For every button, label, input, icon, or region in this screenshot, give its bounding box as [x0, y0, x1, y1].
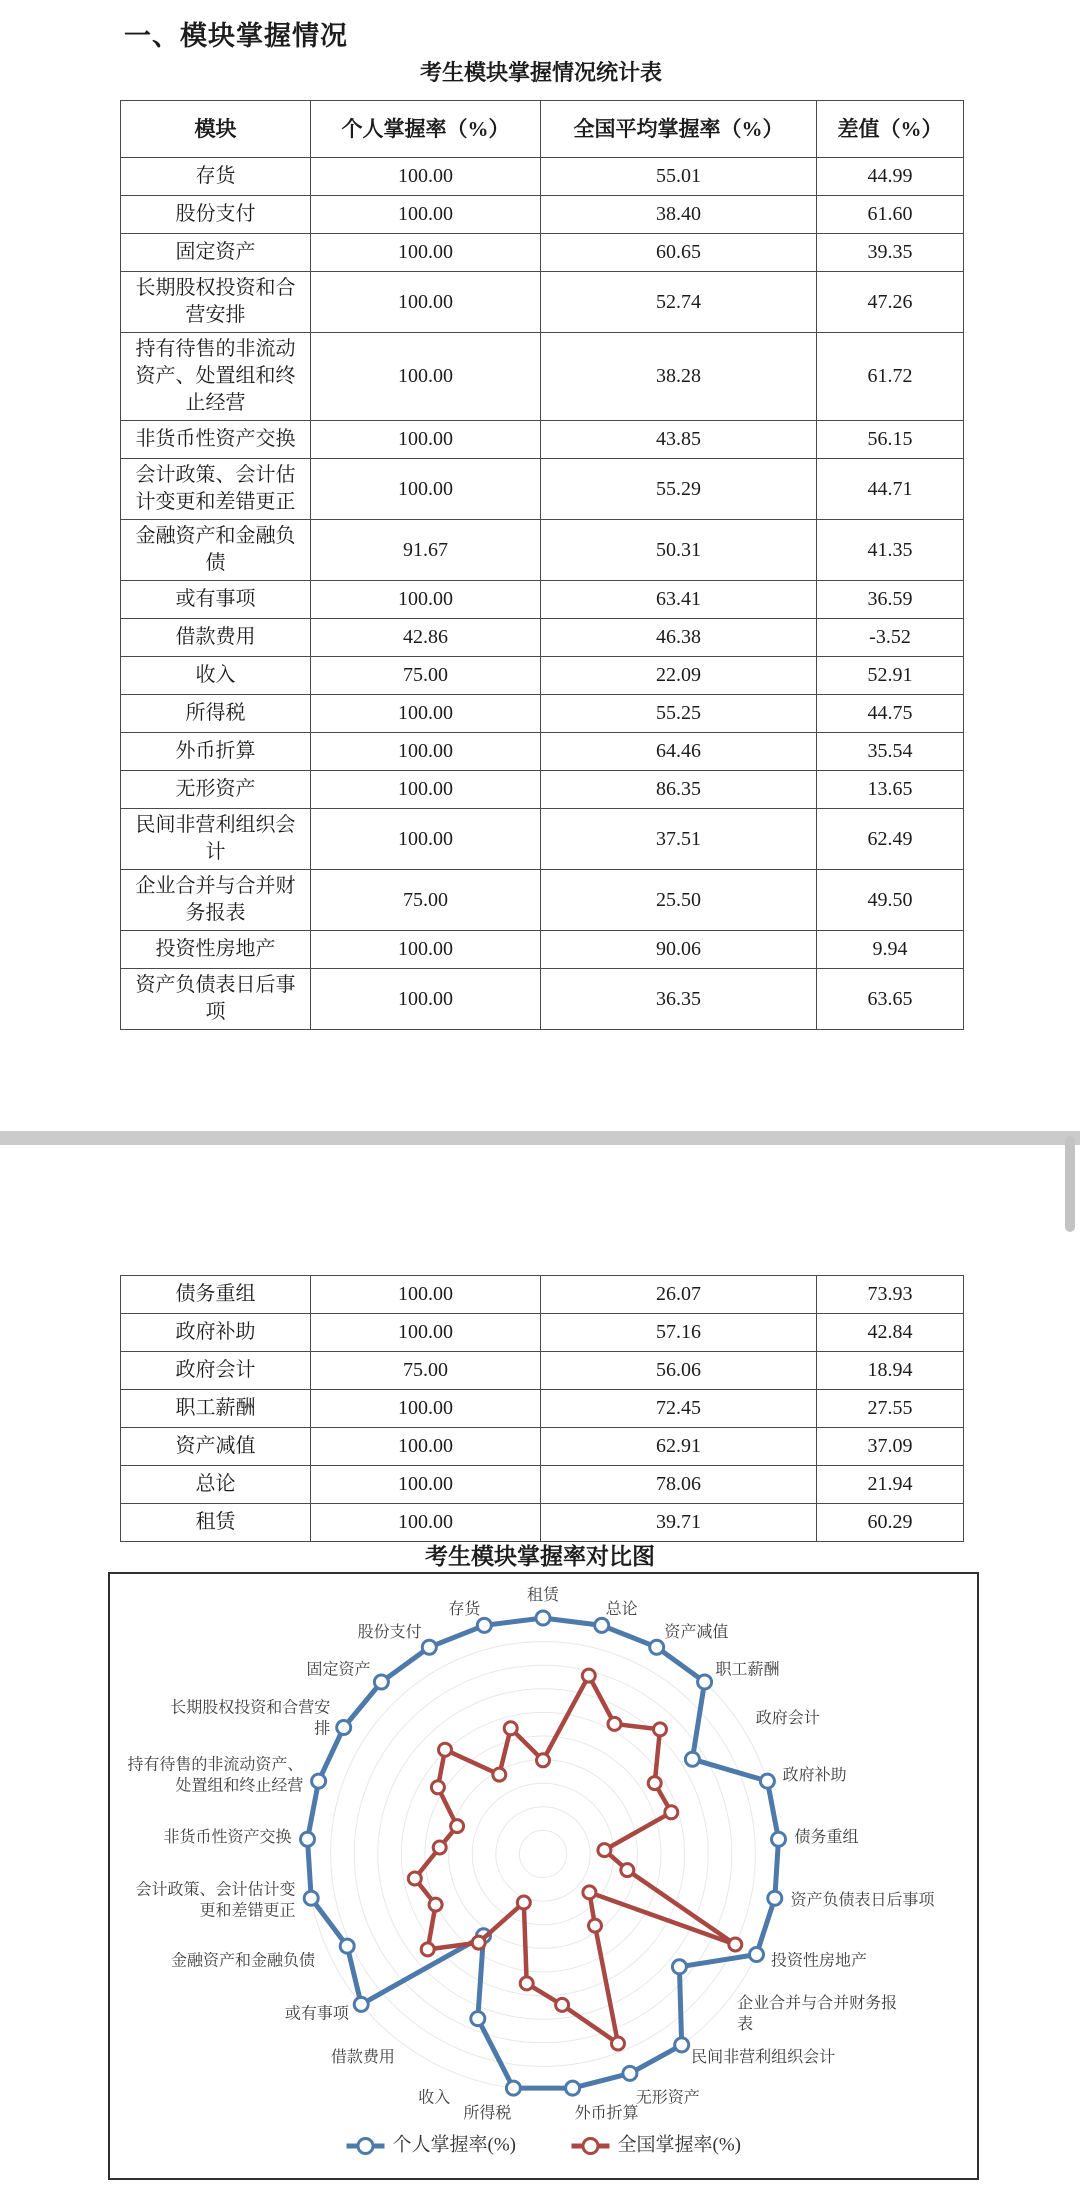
axis-label: 政府补助: [782, 1766, 847, 1784]
table-cell: 股份支付: [121, 196, 311, 234]
axis-label: 资产减值: [664, 1623, 729, 1641]
axis-label: 所得税: [463, 2104, 512, 2122]
table-cell: 100.00: [311, 1466, 541, 1504]
axis-label: 资产负债表日后事项: [790, 1891, 935, 1909]
table-cell: 36.35: [541, 969, 817, 1030]
table-cell: 21.94: [817, 1466, 964, 1504]
data-point: [598, 1844, 611, 1857]
axis-label: 债务重组: [794, 1828, 859, 1846]
table-cell: 资产减值: [121, 1428, 311, 1466]
table-cell: 60.65: [541, 234, 817, 272]
data-point: [304, 1891, 318, 1905]
table-cell: 61.72: [817, 333, 964, 421]
legend-label: 全国掌握率(%): [617, 2134, 741, 2156]
table-cell: 18.94: [817, 1352, 964, 1390]
table-cell: 63.41: [541, 581, 817, 619]
data-point: [433, 1841, 446, 1854]
table-row: [121, 733, 964, 771]
table-cell: 固定资产: [121, 234, 311, 272]
axis-label: 或有事项: [284, 2005, 349, 2023]
data-point: [556, 1998, 569, 2011]
axis-label: 租赁: [526, 1586, 560, 1604]
table-row: [121, 1390, 964, 1428]
table-cell: 38.28: [541, 333, 817, 421]
data-point: [589, 1919, 602, 1932]
chart-legend: [347, 2133, 741, 2155]
table-cell: 56.06: [541, 1352, 817, 1390]
table-cell: 资产负债表日后事项: [121, 969, 311, 1030]
data-point: [374, 1675, 388, 1689]
table-row: [121, 1314, 964, 1352]
table-cell: 42.86: [311, 619, 541, 657]
table-header-row: [121, 101, 964, 158]
table-cell: 75.00: [311, 1352, 541, 1390]
table-cell: 总论: [121, 1466, 311, 1504]
data-point: [408, 1872, 421, 1885]
chart-title: 考生模块掌握率对比图: [425, 1544, 655, 1569]
axis-label: 存货: [448, 1600, 481, 1618]
table-cell: 或有事项: [121, 581, 311, 619]
data-point: [612, 2037, 625, 2050]
data-point: [536, 1611, 550, 1625]
data-point: [471, 2012, 485, 2026]
table-cell: 52.91: [817, 657, 964, 695]
table-cell: 25.50: [541, 870, 817, 931]
table-cell: 9.94: [817, 931, 964, 969]
table-cell: 100.00: [311, 234, 541, 272]
scrollbar-thumb[interactable]: [1065, 1136, 1075, 1232]
table-cell: 租赁: [121, 1504, 311, 1542]
column-header: 全国平均掌握率（%）: [541, 101, 817, 158]
data-point: [623, 2066, 637, 2080]
data-point: [772, 1832, 786, 1846]
data-point: [583, 1886, 596, 1899]
table-cell: 100.00: [311, 733, 541, 771]
table-row: [121, 158, 964, 196]
table-row: [121, 619, 964, 657]
table-cell: 78.06: [541, 1466, 817, 1504]
axis-label: 投资性房地产: [771, 1951, 868, 1969]
table-cell: 44.71: [817, 459, 964, 520]
table-cell: 企业合并与合并财务报表: [121, 870, 311, 931]
page-break-divider: [0, 1131, 1080, 1145]
table-cell: 100.00: [311, 581, 541, 619]
table-row: [121, 196, 964, 234]
table-cell: 62.49: [817, 809, 964, 870]
table-cell: 49.50: [817, 870, 964, 931]
data-point: [665, 1806, 678, 1819]
data-point: [648, 1777, 661, 1790]
table-cell: 政府补助: [121, 1314, 311, 1352]
table-cell: 外币折算: [121, 733, 311, 771]
table-cell: 100.00: [311, 969, 541, 1030]
axis-label: 非货币性资产交换: [163, 1828, 292, 1846]
mastery-table-page2: [120, 1275, 964, 1542]
data-point: [650, 1640, 664, 1654]
table-cell: 100.00: [311, 1314, 541, 1352]
table-row: [121, 520, 964, 581]
data-point: [451, 1820, 464, 1833]
axis-label: 收入: [418, 2088, 451, 2106]
axis-label: 无形资产: [635, 2088, 700, 2106]
table-cell: 55.01: [541, 158, 817, 196]
data-point: [566, 2081, 580, 2095]
table-cell: 100.00: [311, 333, 541, 421]
legend-marker: [358, 2139, 373, 2154]
table-cell: 60.29: [817, 1504, 964, 1542]
radar-chart: [110, 1574, 977, 2178]
axis-label: 金融资产和金融负债: [170, 1951, 315, 1969]
data-point: [340, 1939, 354, 1953]
table-cell: 存货: [121, 158, 311, 196]
table-row: [121, 333, 964, 421]
table-cell: 50.31: [541, 520, 817, 581]
table-cell: 52.74: [541, 272, 817, 333]
table-row: [121, 1352, 964, 1390]
table-row: [121, 1504, 964, 1542]
legend-marker: [583, 2139, 598, 2154]
axis-label: 会计政策、会计估计变更和差错更正: [135, 1881, 296, 1920]
axis-label: 民间非营利组织会计: [691, 2048, 836, 2066]
data-point: [517, 1896, 530, 1909]
table-cell: 100.00: [311, 1504, 541, 1542]
legend-label: 个人掌握率(%): [392, 2134, 516, 2156]
table-cell: 37.51: [541, 809, 817, 870]
data-point: [477, 1618, 491, 1632]
data-point: [439, 1743, 452, 1756]
table-cell: 46.38: [541, 619, 817, 657]
table-cell: 47.26: [817, 272, 964, 333]
table-cell: 56.15: [817, 421, 964, 459]
table-cell: 100.00: [311, 695, 541, 733]
table-row: [121, 931, 964, 969]
radar-axis-labels: [127, 1586, 935, 2122]
data-point: [685, 1752, 699, 1766]
table-row: [121, 695, 964, 733]
table-cell: 22.09: [541, 657, 817, 695]
axis-label: 总论: [605, 1600, 638, 1618]
data-point: [504, 1722, 517, 1735]
table-row: [121, 809, 964, 870]
table-cell: 86.35: [541, 771, 817, 809]
table-row: [121, 459, 964, 520]
table-cell: -3.52: [817, 619, 964, 657]
table-row: [121, 771, 964, 809]
table-cell: 73.93: [817, 1276, 964, 1314]
table-cell: 39.71: [541, 1504, 817, 1542]
table-cell: 收入: [121, 657, 311, 695]
data-point: [537, 1754, 550, 1767]
data-point: [608, 1717, 621, 1730]
table-cell: 100.00: [311, 272, 541, 333]
table-header-row: [121, 101, 964, 158]
table-cell: 42.84: [817, 1314, 964, 1352]
radar-series-personal: [301, 1611, 786, 2095]
axis-label: 外币折算: [574, 2104, 639, 2122]
table-cell: 100.00: [311, 771, 541, 809]
axis-label: 政府会计: [755, 1709, 820, 1727]
table-cell: 所得税: [121, 695, 311, 733]
table-cell: 44.99: [817, 158, 964, 196]
data-point: [301, 1832, 315, 1846]
data-point: [429, 1898, 442, 1911]
table-cell: 非货币性资产交换: [121, 421, 311, 459]
axis-label: 固定资产: [306, 1660, 371, 1678]
table-cell: 61.60: [817, 196, 964, 234]
axis-label: 持有待售的非流动资产、处置组和终止经营: [127, 1756, 304, 1795]
data-point: [595, 1618, 609, 1632]
data-point: [654, 1723, 667, 1736]
table-cell: 36.59: [817, 581, 964, 619]
table-cell: 62.91: [541, 1428, 817, 1466]
table-cell: 55.29: [541, 459, 817, 520]
table-row: [121, 234, 964, 272]
table-cell: 41.35: [817, 520, 964, 581]
mastery-table-page1: [120, 100, 964, 1030]
table-cell: 91.67: [311, 520, 541, 581]
table-row: [121, 421, 964, 459]
data-point: [493, 1768, 506, 1781]
table-cell: 27.55: [817, 1390, 964, 1428]
table-cell: 55.25: [541, 695, 817, 733]
data-point: [582, 1669, 595, 1682]
data-point: [672, 1960, 686, 1974]
table-row: [121, 581, 964, 619]
table-cell: 债务重组: [121, 1276, 311, 1314]
table-cell: 75.00: [311, 657, 541, 695]
table-row: [121, 1276, 964, 1314]
table-cell: 35.54: [817, 733, 964, 771]
table-cell: 100.00: [311, 158, 541, 196]
table-cell: 职工薪酬: [121, 1390, 311, 1428]
table-cell: 金融资产和金融负债: [121, 520, 311, 581]
table-cell: 26.07: [541, 1276, 817, 1314]
data-point: [621, 1864, 634, 1877]
table-cell: 100.00: [311, 421, 541, 459]
table-cell: 90.06: [541, 931, 817, 969]
table-cell: 政府会计: [121, 1352, 311, 1390]
data-point: [431, 1781, 444, 1794]
table-cell: 100.00: [311, 1276, 541, 1314]
data-point: [520, 1977, 533, 1990]
axis-label: 长期股权投资和合营安排: [170, 1699, 331, 1738]
data-point: [472, 1936, 485, 1949]
data-point: [768, 1891, 782, 1905]
table-cell: 投资性房地产: [121, 931, 311, 969]
table-cell: 37.09: [817, 1428, 964, 1466]
table-row: [121, 657, 964, 695]
data-point: [675, 2038, 689, 2052]
table-title: 考生模块掌握情况统计表: [419, 60, 662, 85]
data-point: [354, 1997, 368, 2011]
axis-label: 借款费用: [330, 2048, 395, 2066]
column-header: 模块: [121, 101, 311, 158]
table-cell: 38.40: [541, 196, 817, 234]
table-cell: 民间非营利组织会计: [121, 809, 311, 870]
axis-label: 企业合并与合并财务报表: [737, 1994, 898, 2033]
table-cell: 100.00: [311, 459, 541, 520]
table-cell: 100.00: [311, 1428, 541, 1466]
radar-series-national: [408, 1669, 742, 2050]
table-cell: 13.65: [817, 771, 964, 809]
table-cell: 63.65: [817, 969, 964, 1030]
data-point: [312, 1774, 326, 1788]
table-cell: 44.75: [817, 695, 964, 733]
data-point: [422, 1640, 436, 1654]
table-row: [121, 870, 964, 931]
table-cell: 100.00: [311, 931, 541, 969]
data-point: [421, 1943, 434, 1956]
table-cell: 借款费用: [121, 619, 311, 657]
table-cell: 无形资产: [121, 771, 311, 809]
data-point: [698, 1675, 712, 1689]
table-cell: 43.85: [541, 421, 817, 459]
table-cell: 75.00: [311, 870, 541, 931]
table-cell: 会计政策、会计估计变更和差错更正: [121, 459, 311, 520]
section-title: 一、模块掌握情况: [124, 21, 348, 51]
axis-label: 职工薪酬: [715, 1660, 780, 1678]
column-header: 个人掌握率（%）: [311, 101, 541, 158]
data-point: [750, 1948, 764, 1962]
data-point: [506, 2081, 520, 2095]
table-cell: 长期股权投资和合营安排: [121, 272, 311, 333]
table-cell: 39.35: [817, 234, 964, 272]
data-point: [729, 1938, 742, 1951]
table-row: [121, 969, 964, 1030]
table-row: [121, 272, 964, 333]
table-cell: 100.00: [311, 1390, 541, 1428]
axis-label: 股份支付: [357, 1623, 422, 1641]
column-header: 差值（%）: [817, 101, 964, 158]
table-row: [121, 1428, 964, 1466]
table-cell: 100.00: [311, 196, 541, 234]
data-point: [337, 1721, 351, 1735]
table-cell: 72.45: [541, 1390, 817, 1428]
table-row: [121, 1466, 964, 1504]
table-cell: 57.16: [541, 1314, 817, 1352]
table-cell: 100.00: [311, 809, 541, 870]
data-point: [760, 1774, 774, 1788]
table-cell: 64.46: [541, 733, 817, 771]
radar-chart-container: [108, 1572, 979, 2180]
table-cell: 持有待售的非流动资产、处置组和终止经营: [121, 333, 311, 421]
